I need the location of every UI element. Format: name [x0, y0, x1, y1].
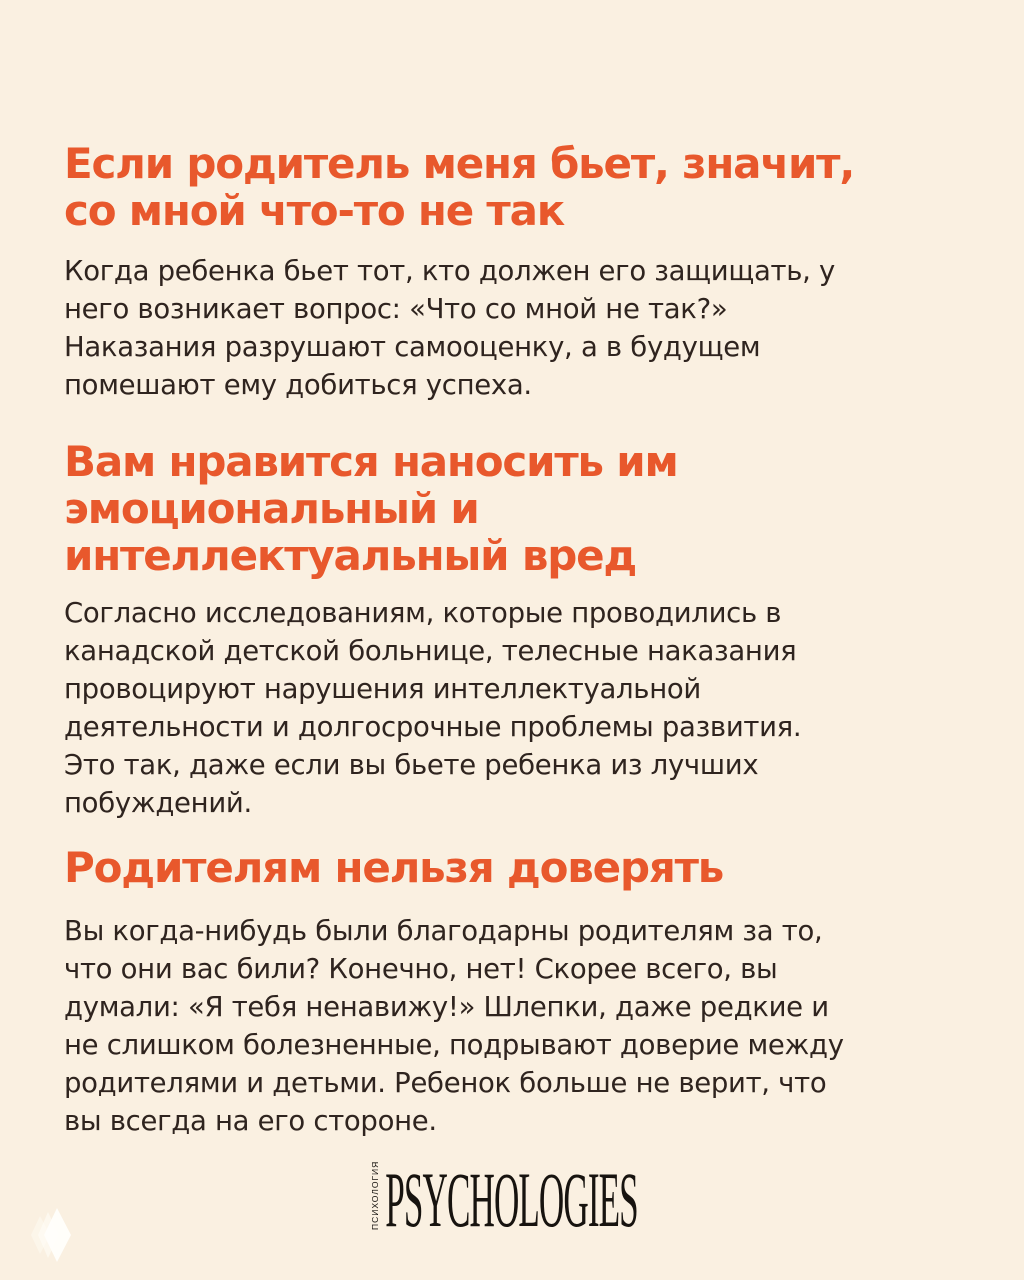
heading-line: Родителям нельзя доверять [64, 843, 724, 892]
body-line: не слишком болезненные, подрывают доверие между [64, 1029, 844, 1061]
body-line: Наказания разрушают самооценку, а в будущем [64, 331, 761, 363]
body-line: вы всегда на его стороне. [64, 1105, 437, 1137]
diamond-flame-watermark-icon [26, 1206, 74, 1264]
body-line: думали: «Я тебя ненавижу!» Шлепки, даже редкие и [64, 991, 829, 1023]
body-line: побуждений. [64, 787, 252, 819]
body-line: провоцируют нарушения интеллектуальной [64, 673, 701, 705]
body-line: что они вас били? Конечно, нет! Скорее всего, вы [64, 953, 778, 985]
body-line: Когда ребенка бьет тот, кто должен его защищать, у [64, 255, 835, 287]
body-line: него возникает вопрос: «Что со мной не так?» [64, 293, 728, 325]
body-line: Согласно исследованиям, которые проводились в [64, 597, 782, 629]
heading-line: интеллектуальный вред [64, 531, 637, 580]
psychologies-logo [0, 1156, 1024, 1243]
body-line: Вы когда-нибудь были благодарны родителям за то, [64, 915, 823, 947]
body-line: деятельности и долгосрочные проблемы развития. [64, 711, 802, 743]
section-2-body [64, 594, 986, 822]
heading-line: Вам нравится наносить им [64, 437, 678, 486]
section-3-heading [64, 844, 986, 891]
section-1-body [64, 252, 986, 404]
section-2-heading [64, 438, 986, 579]
body-line: канадской детской больнице, телесные наказания [64, 635, 797, 667]
logo-vertical-text: ПСИХОЛОГИЯ [370, 1160, 380, 1230]
section-1-heading [64, 140, 986, 234]
heading-line: Если родитель меня бьет, значит, [64, 139, 855, 188]
section-3-body [64, 912, 986, 1140]
heading-line: эмоциональный и [64, 484, 479, 533]
heading-line: со мной что-то не так [64, 186, 565, 235]
body-line: родителями и детьми. Ребенок больше не верит, что [64, 1067, 827, 1099]
body-line: помешают ему добиться успеха. [64, 369, 532, 401]
body-line: Это так, даже если вы бьете ребенка из лучших [64, 749, 759, 781]
logo-wordmark-text: PSYCHOLOGIES [385, 1156, 639, 1243]
